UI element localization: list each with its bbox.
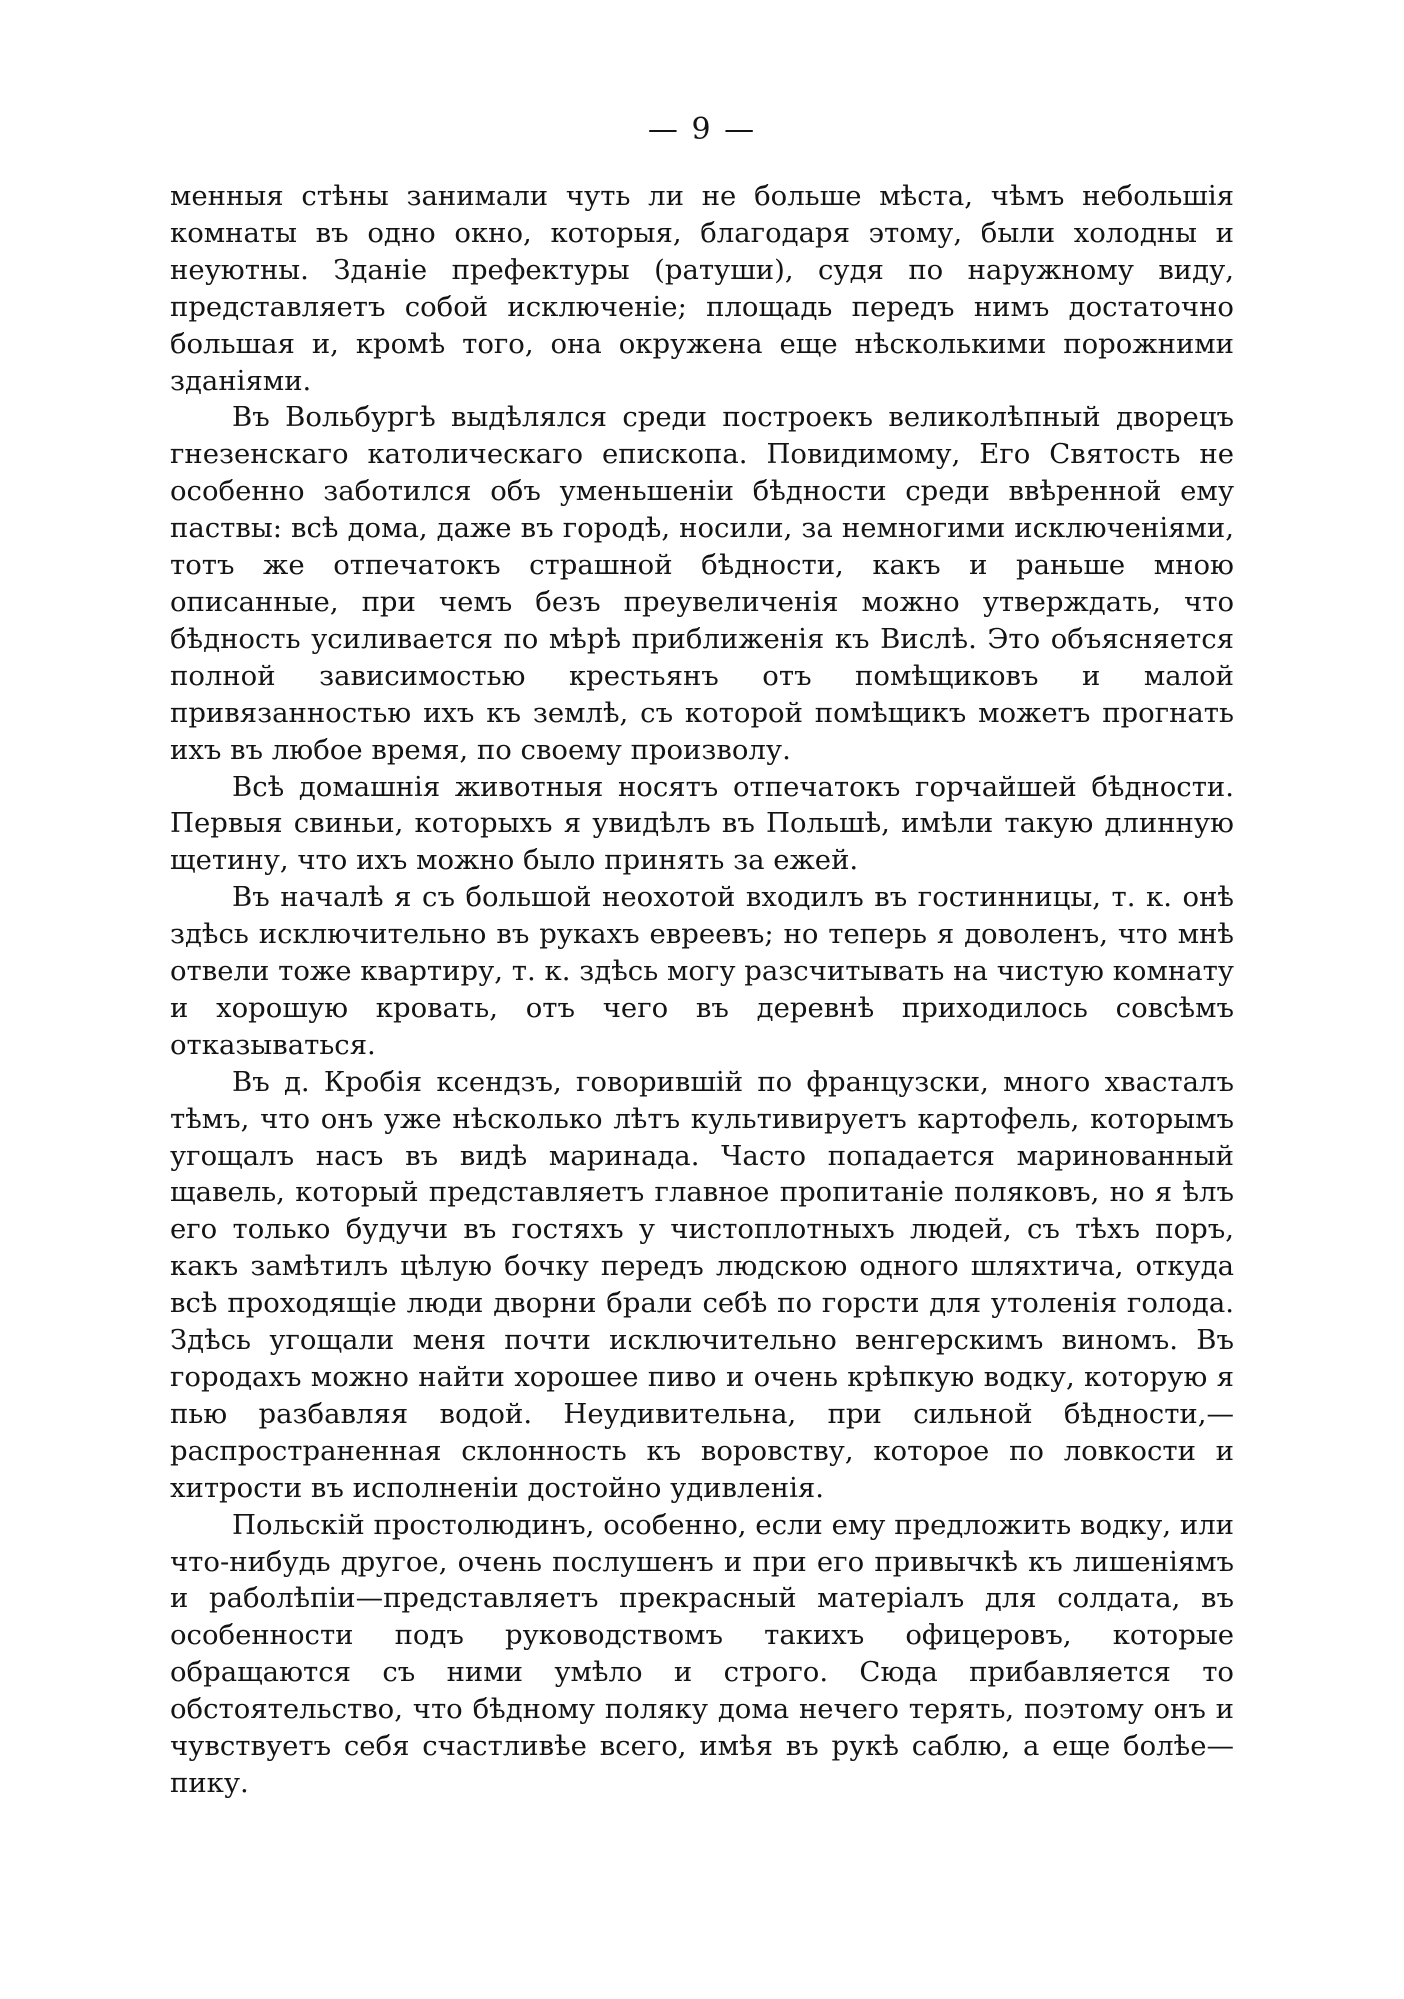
paragraph: Всѣ домашнія животныя носятъ отпечатокъ горчайшей бѣдности. Первыя свиньи, которыхъ я увидѣлъ въ Польшѣ, имѣли такую длинную щетину, что ихъ можно было принять за ежей. (170, 770, 1234, 877)
paragraph: Въ д. Кробія ксендзъ, говорившій по французски, много хвасталъ тѣмъ, что онъ уже нѣсколько лѣтъ культивируетъ картофель, которымъ угощалъ насъ въ видѣ маринада. Часто попадается маринованный щавель, который представляетъ главное пропитаніе поляковъ, но я ѣлъ его только будучи въ гостяхъ у чистоплотныхъ людей, съ тѣхъ поръ, какъ замѣтилъ цѣлую бочку передъ людскою одного шляхтича, откуда всѣ проходящіе люди дворни брали себѣ по горсти для утоленія голода. Здѣсь угощали меня почти исключительно венгерскимъ виномъ. Въ городахъ можно найти хорошее пиво и очень крѣпкую водку, которую я пью разбавляя водой. Неудивительна, при сильной бѣдности,—распространенная склонность къ воровству, которое по ловкости и хитрости въ исполненіи достойно удивленія. (170, 1065, 1234, 1504)
paragraph: Польскій простолюдинъ, особенно, если ему предложить водку, или что-нибудь другое, очень послушенъ и при его привычкѣ къ лишеніямъ и раболѣпіи—представляетъ прекрасный матеріалъ для солдата, въ особенности подъ руководствомъ такихъ офицеровъ, которые обращаются съ ними умѣло и строго. Сюда прибавляется то обстоятельство, что бѣдному поляку дома нечего терять, поэтому онъ и чувствуетъ себя счастливѣе всего, имѣя въ рукѣ саблю, а еще болѣе—пику. (170, 1508, 1234, 1799)
paragraph: Въ Вольбургѣ выдѣлялся среди построекъ великолѣпный дворецъ гнезенскаго католическаго епископа. Повидимому, Его Святость не особенно заботился объ уменьшеніи бѣдности среди ввѣренной ему паствы: всѣ дома, даже въ городѣ, носили, за немногими исключеніями, тотъ же отпечатокъ страшной бѣдности, какъ и раньше мною описанные, при чемъ безъ преувеличенія можно утверждать, что бѣдность усиливается по мѣрѣ приближенія къ Вислѣ. Это объясняется полной зависимостью крестьянъ отъ помѣщиковъ и малой привязанностью ихъ къ землѣ, съ которой помѣщикъ можетъ прогнать ихъ въ любое время, по своему произволу. (170, 401, 1234, 766)
page-number: — 9 — (647, 112, 757, 147)
body-text (170, 178, 1234, 1802)
paragraph: Въ началѣ я съ большой неохотой входилъ въ гостинницы, т. к. онѣ здѣсь исключительно въ рукахъ евреевъ; но теперь я доволенъ, что мнѣ отвели тоже квартиру, т. к. здѣсь могу разсчитывать на чистую комнату и хорошую кровать, отъ чего въ деревнѣ приходилось совсѣмъ отказываться. (170, 881, 1234, 1061)
paragraph-continuation: менныя стѣны занимали чуть ли не больше мѣста, чѣмъ небольшія комнаты въ одно окно, которыя, благодаря этому, были холодны и неуютны. Зданіе префектуры (ратуши), судя по наружному виду, представляетъ собой исключеніе; площадь передъ нимъ достаточно большая и, кромѣ того, она окружена еще нѣсколькими порожними зданіями. (170, 180, 1234, 397)
